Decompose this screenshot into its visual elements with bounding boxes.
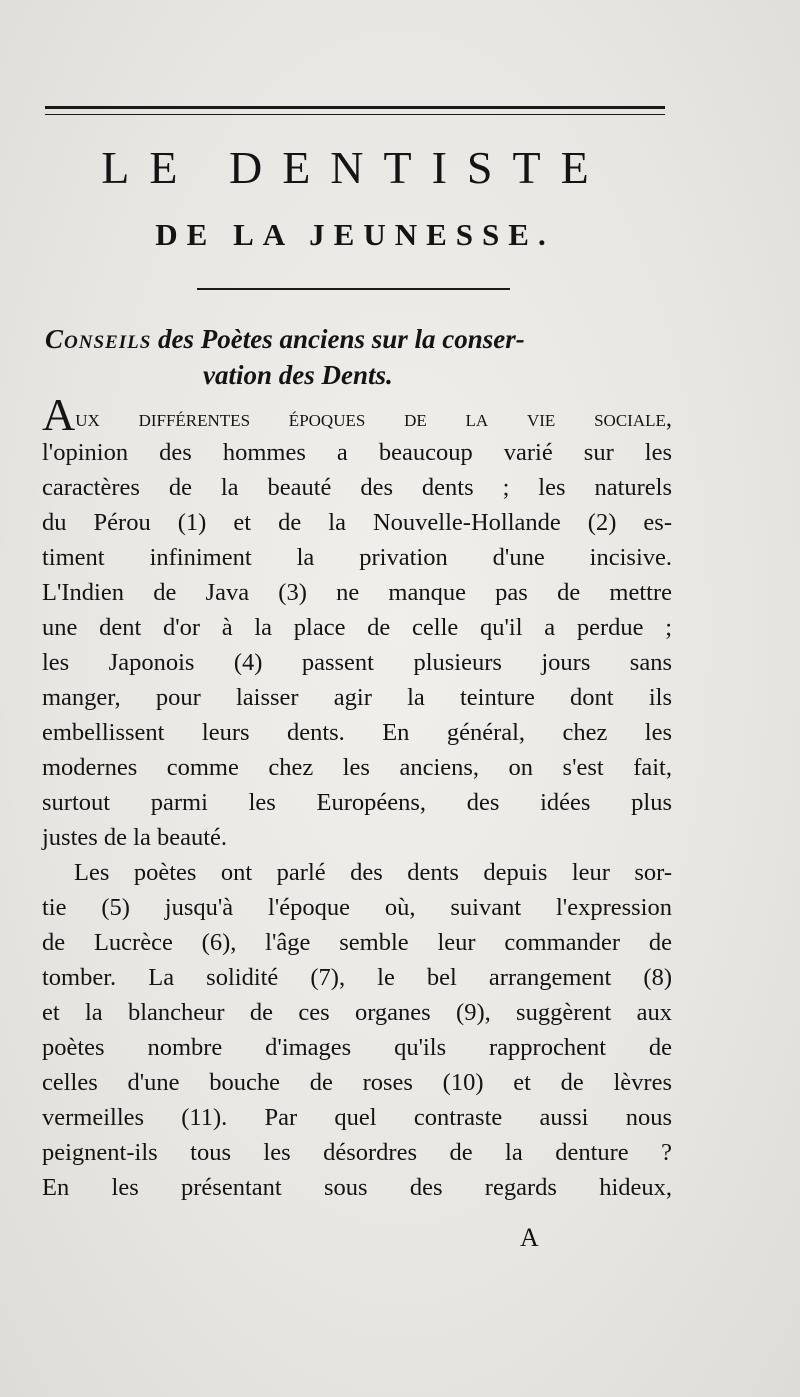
body-line: caractères de la beauté des dents ; les naturels: [42, 474, 672, 501]
top-double-rule: [45, 106, 665, 115]
body-line: L'Indien de Java (3) ne manque pas de mettre: [42, 579, 672, 606]
body-line: justes de la beauté.: [42, 824, 228, 851]
page-title: LE DENTISTE: [101, 142, 609, 193]
body-line: modernes comme chez les anciens, on s'est fait,: [42, 754, 672, 781]
section-heading-line-2: vation des Dents.: [203, 360, 393, 390]
section-heading: [45, 321, 670, 393]
body-line: peignent-ils tous les désordres de la denture ?: [42, 1139, 672, 1166]
body-line: tomber. La solidité (7), le bel arrangement (8): [42, 964, 672, 991]
title-rule: [197, 288, 510, 290]
drop-cap: A: [42, 389, 76, 440]
body-line: poètes nombre d'images qu'ils rapprochent de: [42, 1034, 672, 1061]
section-heading-rest: des Poètes anciens sur la conser-: [151, 324, 525, 354]
body-line: [42, 389, 672, 440]
page-subtitle: DE LA JEUNESSE.: [155, 217, 555, 252]
body-line: En les présentant sous des regards hideux,: [42, 1174, 672, 1201]
body-line: l'opinion des hommes a beaucoup varié sur les: [42, 439, 672, 466]
body-line: embellissent leurs dents. En général, chez les: [42, 719, 672, 746]
body-line: tie (5) jusqu'à l'époque où, suivant l'expression: [42, 894, 672, 921]
body-line: vermeilles (11). Par quel contraste aussi nous: [42, 1104, 672, 1131]
body-line: celles d'une bouche de roses (10) et de lèvres: [42, 1069, 672, 1096]
body-text: [42, 389, 672, 1205]
body-line: surtout parmi les Européens, des idées plus: [42, 789, 672, 816]
body-line: les Japonois (4) passent plusieurs jours sans: [42, 649, 672, 676]
body-line: de Lucrèce (6), l'âge semble leur commander de: [42, 929, 672, 956]
body-line: timent infiniment la privation d'une incisive.: [42, 544, 672, 571]
body-line: manger, pour laisser agir la teinture dont ils: [42, 684, 672, 711]
section-heading-smallcaps: Conseils: [45, 324, 152, 354]
body-line: Les poètes ont parlé des dents depuis leur sor-: [74, 859, 672, 886]
signature-mark: A: [520, 1223, 539, 1252]
body-line-text: ux différentes époques de la vie sociale,: [75, 405, 672, 432]
body-line: une dent d'or à la place de celle qu'il a perdue ;: [42, 614, 672, 641]
section-heading-line-1: [45, 321, 670, 357]
body-line: et la blancheur de ces organes (9), suggèrent aux: [42, 999, 672, 1026]
body-line: du Pérou (1) et de la Nouvelle-Hollande (2) es-: [42, 509, 672, 536]
